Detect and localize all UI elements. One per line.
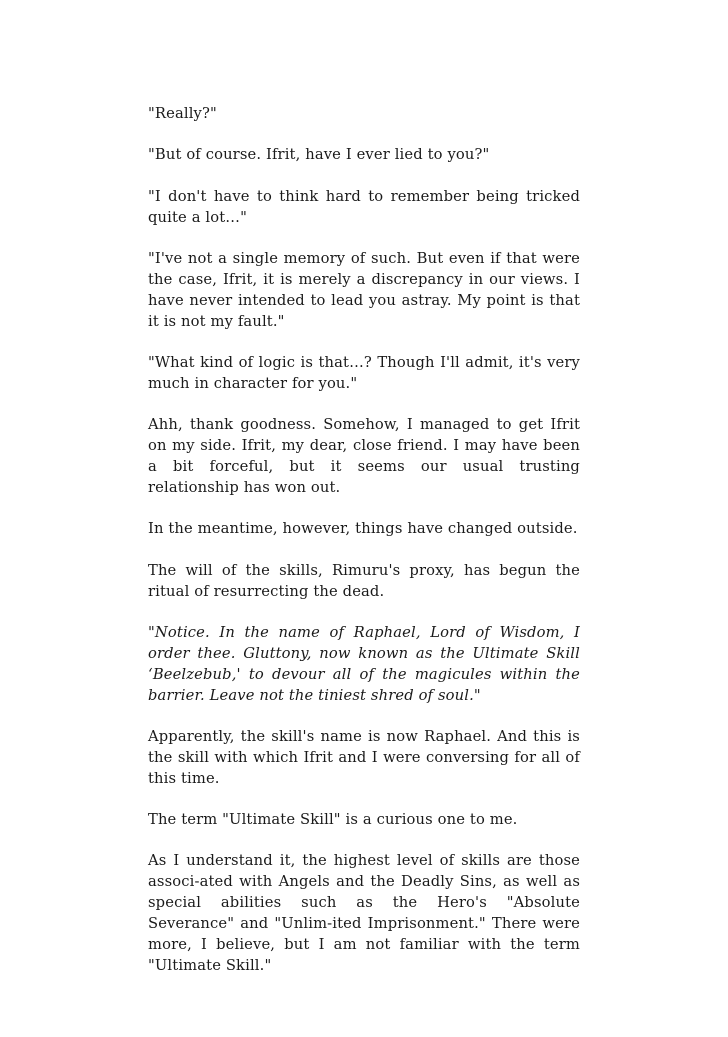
text-column	[148, 104, 580, 977]
paragraph-italic-notice: "Notice. In the name of Raphael, Lord of Wisdom, I order thee. Gluttony, now known as the Ultimate Skill ‘Beelzebub,' to devour all of the magicules within the barrier. Leave not the tiniest shred of soul."	[148, 623, 580, 704]
paragraph: "Really?"	[148, 105, 217, 122]
paragraph: As I understand it, the highest level of skills are those associ-ated with Angels and the Deadly Sins, as well as special abilities such as the Hero's "Absolute Severance" and "Unlim-ited Imprisonment." There were more, I believe, but I am not familiar with the term "Ultimate Skill."	[148, 852, 580, 974]
paragraph: The term "Ultimate Skill" is a curious one to me.	[148, 811, 518, 828]
paragraph: The will of the skills, Rimuru's proxy, has begun the ritual of resurrecting the dead.	[148, 561, 580, 600]
paragraph: "I've not a single memory of such. But even if that were the case, Ifrit, it is merely a discrepancy in our views. I have never intended to lead you astray. My point is that it is not my fault."	[148, 250, 580, 330]
paragraph: "I don't have to think hard to remember being tricked quite a lot…"	[148, 187, 580, 226]
paragraph: In the meantime, however, things have changed outside.	[148, 520, 578, 538]
paragraph: "What kind of logic is that…? Though I'll admit, it's very much in character for you."	[148, 354, 580, 392]
paragraph: Apparently, the skill's name is now Raphael. And this is the skill with which Ifrit and I were conversing for all of this time.	[148, 727, 580, 787]
paragraph: "But of course. Ifrit, have I ever lied to you?"	[148, 146, 490, 164]
paragraph: Ahh, thank goodness. Somehow, I managed to get Ifrit on my side. Ifrit, my dear, close friend. I may have been a bit forceful, but it seems our usual trusting relationship has won out.	[148, 416, 580, 496]
